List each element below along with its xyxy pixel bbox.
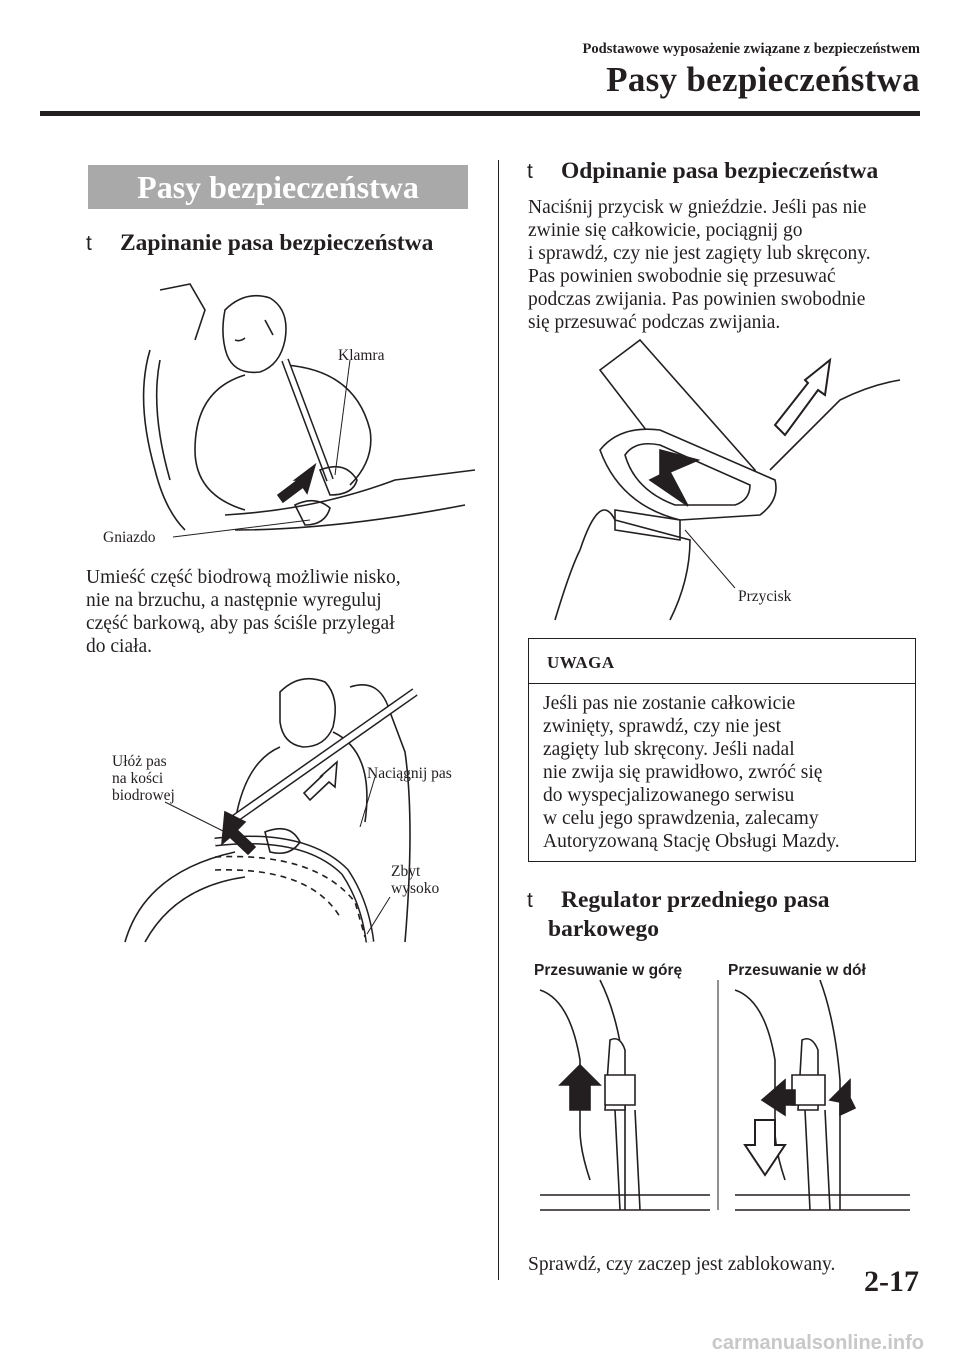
watermark: carmanualsonline.info	[711, 1332, 924, 1354]
bullet-icon: t	[527, 160, 533, 183]
section-banner: Pasy bezpieczeństwa	[88, 165, 468, 209]
adjuster-caption: Sprawdź, czy zaczep jest zablokowany.	[528, 1254, 836, 1275]
label-move-down: Przesuwanie w dół	[728, 962, 866, 979]
label-buckle: Klamra	[338, 347, 385, 364]
heading-adjuster: t Regulator przedniego pasa barkowego	[527, 887, 830, 942]
caution-body: Jeśli pas nie zostanie całkowicie zwinięty, sprawdź, czy nie jest zagięty lub skręcony. Jeśli nadal nie zwija się prawidłowo, zwróć się do wyspecjalizowanego serwisu w celu jego sprawdzenia, zalecamy Autoryzowaną Stację Obsługi Mazdy.	[543, 693, 840, 852]
heading-fastening	[86, 229, 433, 258]
bullet-icon: t	[527, 889, 533, 912]
label-too-high: Zbyt wysoko	[391, 863, 440, 897]
fastening-paragraph: Umieść część biodrową możliwie nisko, nie na brzuchu, a następnie wyreguluj część barkową, aby pas ściśle przylegał do ciała.	[86, 567, 401, 657]
adjuster-illustration	[540, 980, 915, 1240]
label-pull-belt: Naciągnij pas	[367, 765, 452, 782]
header-rule	[40, 111, 920, 116]
caution-heading: UWAGA	[529, 639, 915, 684]
heading-fastening-text: Zapinanie pasa bezpieczeństwa	[120, 230, 434, 256]
page-number: 2-17	[864, 1265, 919, 1298]
label-button: Przycisk	[738, 588, 792, 605]
chapter-subtitle: Podstawowe wyposażenie związane z bezpieczeństwem	[582, 41, 920, 57]
release-button-illustration	[540, 340, 920, 620]
unfastening-paragraph: Naciśnij przycisk w gnieździe. Jeśli pas nie zwinie się całkowicie, pociągnij go i sprawdź, czy nie jest zagięty lub skręcony. Pas powinien swobodnie się przesuwać podczas zwijania. Pas powinien swobodnie się przesuwać podczas zwijania.	[528, 197, 871, 333]
heading-unfastening-text: Odpinanie pasa bezpieczeństwa	[561, 158, 879, 184]
bullet-icon: t	[86, 232, 92, 255]
fastening-illustration	[95, 280, 475, 550]
caution-box	[528, 638, 916, 862]
page-header-title: Pasy bezpieczeństwa	[606, 60, 920, 99]
column-divider	[498, 160, 499, 1280]
positioning-illustration	[105, 672, 475, 942]
heading-unfastening	[527, 157, 878, 186]
label-move-up: Przesuwanie w górę	[534, 962, 683, 979]
label-hip-bone: Ułóż pas na kości biodrowej	[112, 753, 175, 804]
label-socket: Gniazdo	[103, 529, 156, 546]
